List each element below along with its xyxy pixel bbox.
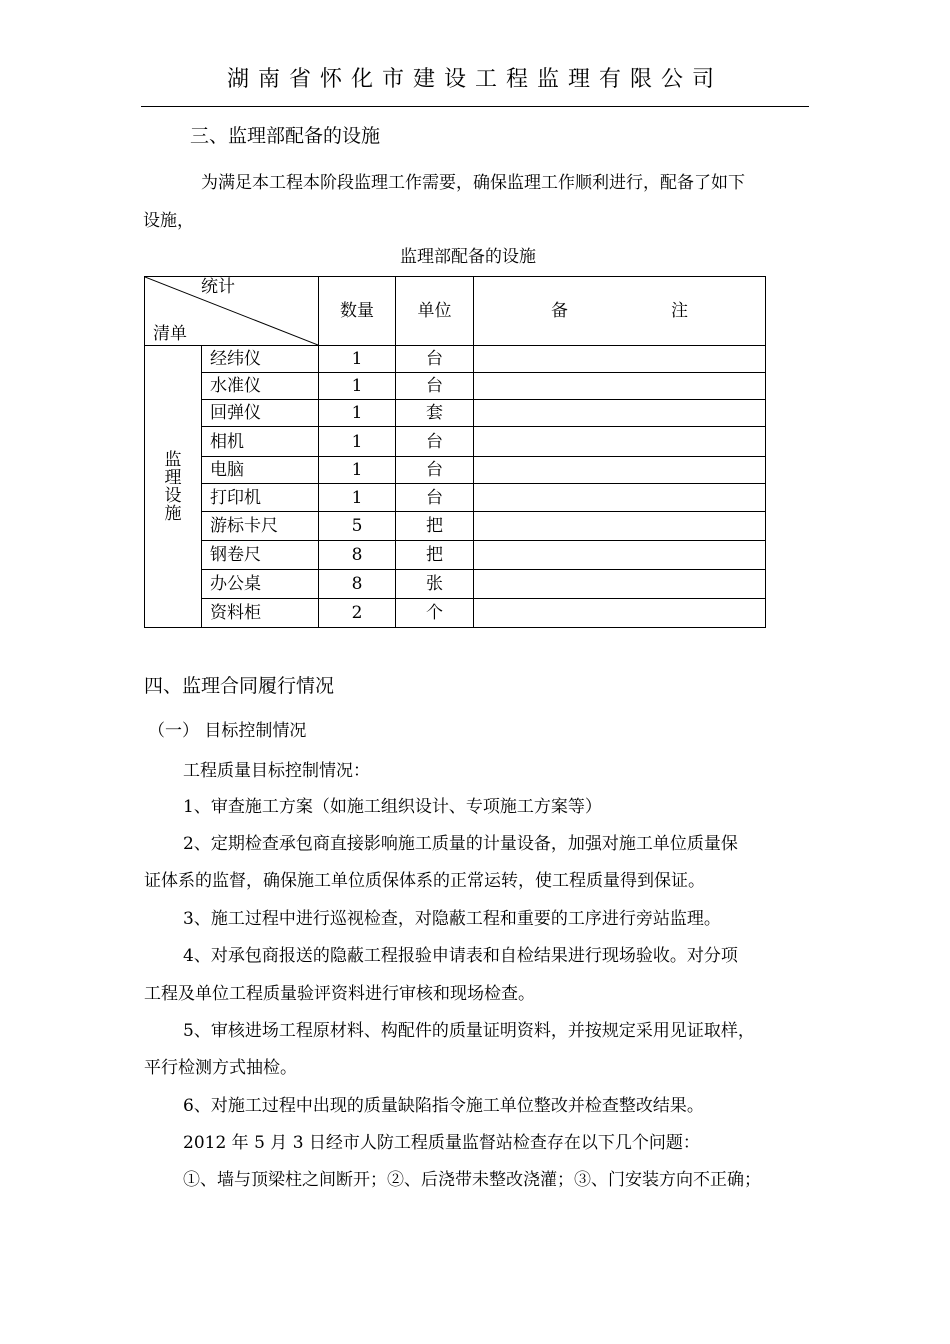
page-header-title: 湖南省怀化市建设工程监理有限公司 xyxy=(226,67,723,92)
paragraph: 平行检测方式抽检。 xyxy=(144,1058,297,1078)
table-row xyxy=(145,373,766,400)
group-label-char: 施 xyxy=(164,503,182,524)
table-caption: 监理部配备的设施 xyxy=(400,247,536,267)
item-remark xyxy=(474,400,766,427)
item-qty: 1 xyxy=(319,427,396,457)
item-unit: 台 xyxy=(396,457,474,484)
item-qty: 1 xyxy=(319,457,396,484)
section3-intro-line1: 为满足本工程本阶段监理工作需要，确保监理工作顺利进行，配备了如下 xyxy=(201,173,745,193)
col-header-remark-a: 备 xyxy=(551,301,568,321)
item-name: 钢卷尺 xyxy=(202,541,319,570)
item-remark xyxy=(474,541,766,570)
item-qty: 5 xyxy=(319,512,396,541)
item-unit: 套 xyxy=(396,400,474,427)
item-name: 水准仪 xyxy=(202,373,319,400)
paragraph: ①、墙与顶梁柱之间断开；②、后浇带未整改浇灌；③、门安装方向不正确； xyxy=(183,1170,761,1190)
diagonal-header-cell xyxy=(145,277,319,346)
diag-header-list: 清单 xyxy=(153,324,187,344)
item-unit: 台 xyxy=(396,484,474,512)
table-row xyxy=(145,599,766,628)
item-unit: 台 xyxy=(396,373,474,400)
col-header-remark xyxy=(474,277,766,346)
group-label-char: 理 xyxy=(164,467,182,488)
equipment-table xyxy=(144,276,766,628)
table-row xyxy=(145,512,766,541)
table-header-row xyxy=(145,277,766,346)
col-header-qty: 数量 xyxy=(319,277,396,346)
item-name: 办公桌 xyxy=(202,570,319,599)
item-remark xyxy=(474,373,766,400)
item-name: 打印机 xyxy=(202,484,319,512)
col-header-remark-b: 注 xyxy=(671,301,688,321)
header-divider xyxy=(141,106,809,107)
table-row xyxy=(145,400,766,427)
item-unit: 台 xyxy=(396,427,474,457)
paragraph: 2、定期检查承包商直接影响施工质量的计量设备，加强对施工单位质量保 xyxy=(183,834,738,854)
item-remark xyxy=(474,484,766,512)
item-name: 相机 xyxy=(202,427,319,457)
section3-heading: 三、监理部配备的设施 xyxy=(190,125,381,147)
item-remark xyxy=(474,512,766,541)
item-unit: 把 xyxy=(396,541,474,570)
item-unit: 张 xyxy=(396,570,474,599)
item-name: 经纬仪 xyxy=(202,346,319,373)
paragraph: 3、施工过程中进行巡视检查，对隐蔽工程和重要的工序进行旁站监理。 xyxy=(183,909,721,929)
paragraph: 4、对承包商报送的隐蔽工程报验申请表和自检结果进行现场验收。对分项 xyxy=(183,946,738,966)
item-unit: 个 xyxy=(396,599,474,628)
paragraph: 1、审查施工方案（如施工组织设计、专项施工方案等） xyxy=(183,797,602,817)
diag-header-statistic: 统计 xyxy=(201,277,235,297)
paragraph: 2012 年 5 月 3 日经市人防工程质量监督站检查存在以下几个问题： xyxy=(183,1133,700,1153)
paragraph: 工程及单位工程质量验评资料进行审核和现场检查。 xyxy=(144,984,535,1004)
item-qty: 1 xyxy=(319,346,396,373)
paragraph: 5、审核进场工程原材料、构配件的质量证明资料，并按规定采用见证取样， xyxy=(183,1021,755,1041)
item-unit: 台 xyxy=(396,346,474,373)
table-row xyxy=(145,457,766,484)
item-qty: 8 xyxy=(319,541,396,570)
item-remark xyxy=(474,427,766,457)
group-label-cell xyxy=(145,346,202,628)
group-label-char: 监 xyxy=(164,449,182,470)
subsection-heading: （一） 目标控制情况 xyxy=(148,721,307,741)
item-qty: 2 xyxy=(319,599,396,628)
table-row xyxy=(145,346,766,373)
item-remark xyxy=(474,570,766,599)
table-row xyxy=(145,484,766,512)
item-qty: 1 xyxy=(319,484,396,512)
item-name: 游标卡尺 xyxy=(202,512,319,541)
item-qty: 8 xyxy=(319,570,396,599)
item-remark xyxy=(474,457,766,484)
paragraph: 6、对施工过程中出现的质量缺陷指令施工单位整改并检查整改结果。 xyxy=(183,1096,704,1116)
item-remark xyxy=(474,346,766,373)
paragraph: 证体系的监督，确保施工单位质保体系的正常运转，使工程质量得到保证。 xyxy=(144,871,705,891)
table-row xyxy=(145,541,766,570)
table-row xyxy=(145,427,766,457)
item-unit: 把 xyxy=(396,512,474,541)
item-remark xyxy=(474,599,766,628)
item-qty: 1 xyxy=(319,400,396,427)
item-name: 资料柜 xyxy=(202,599,319,628)
paragraph: 工程质量目标控制情况： xyxy=(183,761,370,781)
item-name: 电脑 xyxy=(202,457,319,484)
item-name: 回弹仪 xyxy=(202,400,319,427)
section4-heading: 四、监理合同履行情况 xyxy=(144,675,335,697)
col-header-unit: 单位 xyxy=(396,277,474,346)
section3-intro-line2: 设施， xyxy=(143,211,194,231)
item-qty: 1 xyxy=(319,373,396,400)
table-row xyxy=(145,570,766,599)
group-label-char: 设 xyxy=(164,485,182,506)
